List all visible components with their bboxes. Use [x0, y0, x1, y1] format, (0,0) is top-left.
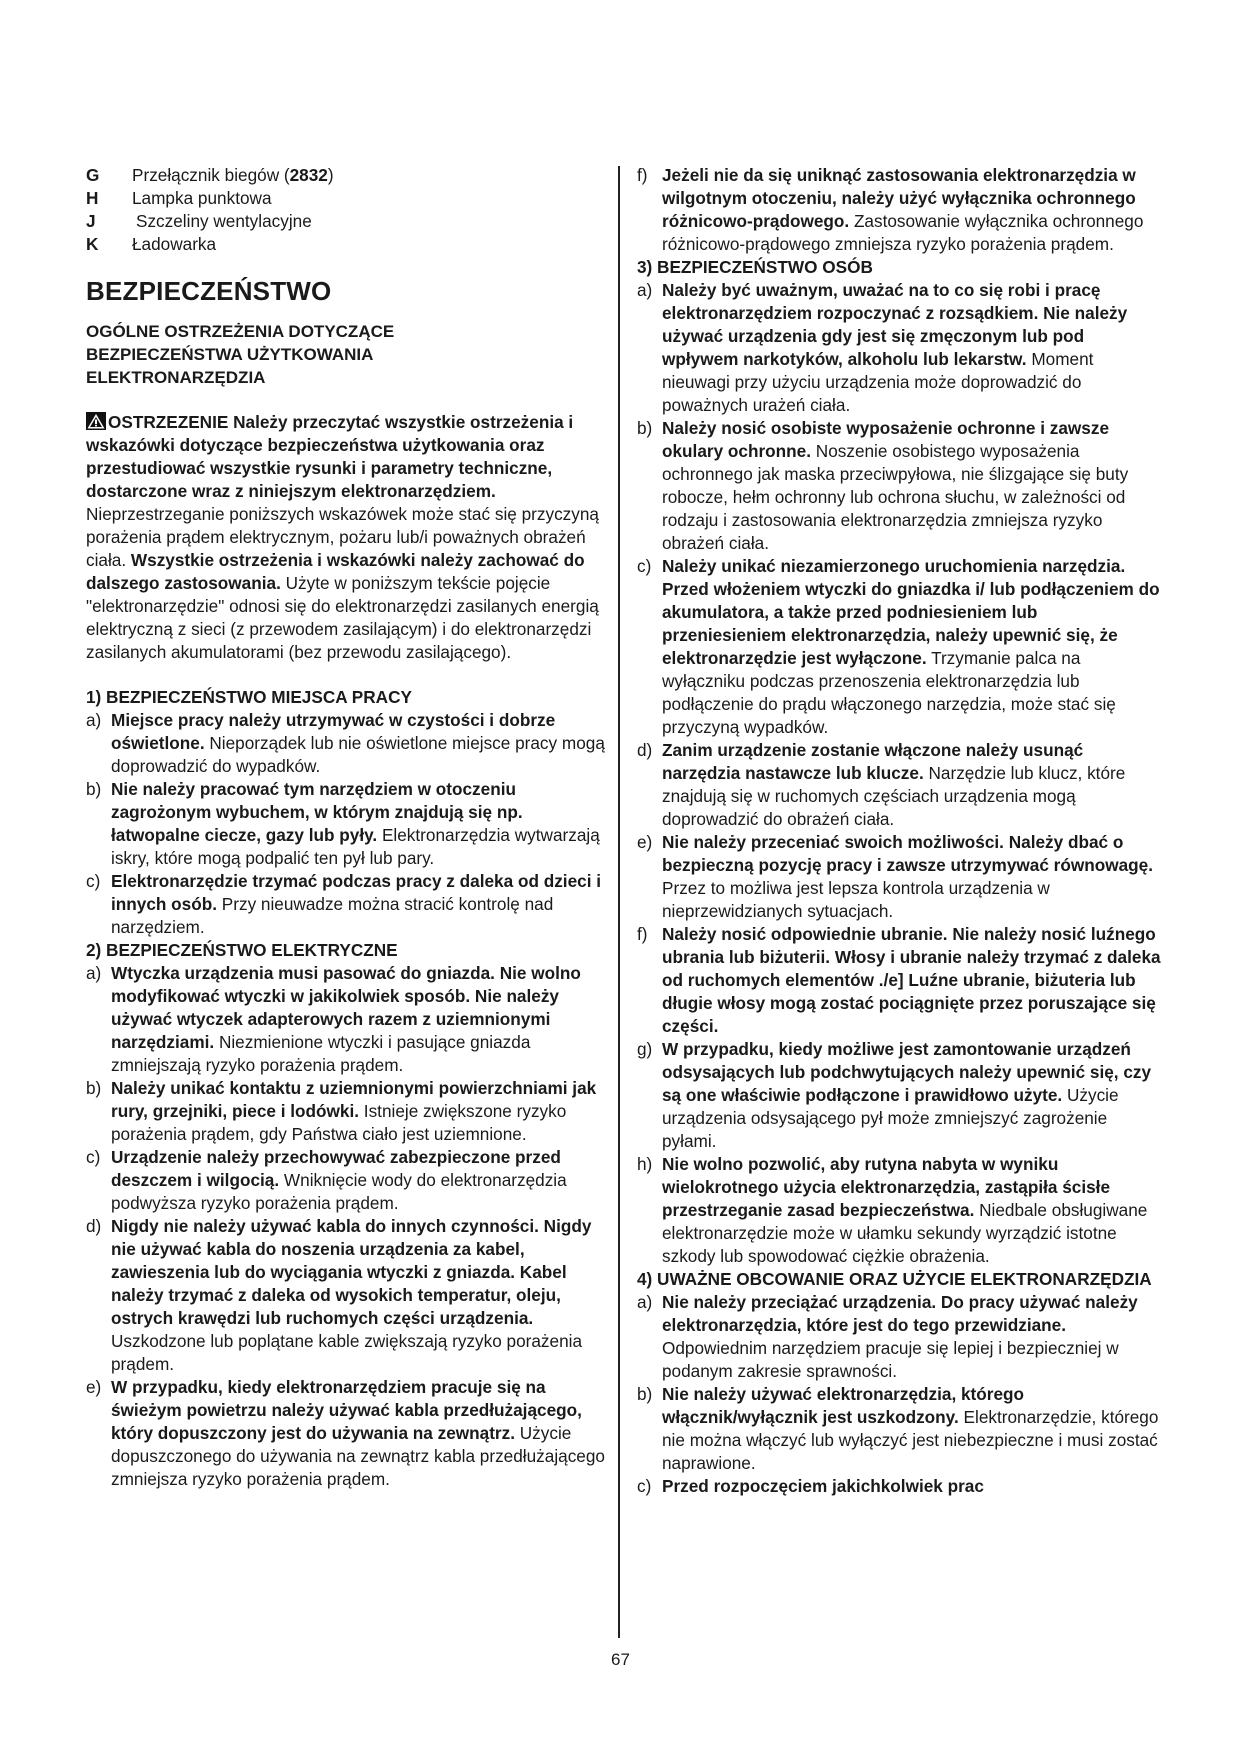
column-divider: [618, 166, 620, 1638]
component-legend: [86, 164, 606, 256]
list-item: c) Urządzenie należy przechowywać zabezpieczone przed deszczem i wilgocią. Wniknięcie wody do elektronarzędzia podwyższa ryzyko porażenia prądem.: [86, 1147, 567, 1213]
legend-row: [86, 187, 606, 210]
section-personal-safety-title: 3) BEZPIECZEŃSTWO OSÓB: [637, 257, 873, 277]
list-item: b) Nie należy używać elektronarzędzia, którego włącznik/wyłącznik jest uszkodzony. Elektronarzędzie, którego nie można włączyć lub wyłączyć jest niebezpieczne i musi zostać naprawione.: [637, 1384, 1159, 1473]
list-item: e) W przypadku, kiedy elektronarzędziem pracuje się na świeżym powietrzu należy używać kabla przedłużającego, który dopuszczony jest do używania na zewnątrz. Użycie dopuszczonego do używania na zewnątrz kabla przedłużającego zmniejsza ryzyko porażenia prądem.: [86, 1377, 605, 1489]
legend-key: J: [86, 211, 96, 231]
list-item: a) Nie należy przeciążać urządzenia. Do pracy używać należy elektronarzędzia, które jest do tego przewidziane. Odpowiednim narzędziem pracuje się lepiej i bezpieczniej w podanym zakresie sprawności.: [637, 1292, 1138, 1381]
list-item: f) Jeżeli nie da się uniknąć zastosowania elektronarzędzia w wilgotnym otoczeniu, należy użyć wyłącznika ochronnego różnicowo-prądowego. Zastosowanie wyłącznika ochronnego różnicowo-prądowego zmniejsza ryzyko porażenia prądem.: [637, 165, 1144, 254]
list-item: d) Zanim urządzenie zostanie włączone należy usunąć narzędzia nastawcze lub klucze. Narzędzie lub klucz, które znajdują się w ruchomych częściach urządzenia mogą doprowadzić do obrażeń ciała.: [637, 740, 1126, 829]
list-item: h) Nie wolno pozwolić, aby rutyna nabyta w wyniku wielokrotnego użycia elektronarzędzia, zastąpiła ścisłe przestrzeganie zasad bezpieczeństwa. Niedbale obsługiwane elektronarzędzie może w ułamku sekundy wyrządzić istotne szkody lub spowodować ciężkie obrażenia.: [637, 1154, 1148, 1266]
legend-row: [86, 233, 606, 256]
list-item: c) Przed rozpoczęciem jakichkolwiek prac: [637, 1476, 984, 1496]
section-electrical-title: 2) BEZPIECZEŃSTWO ELEKTRYCZNE: [86, 940, 398, 960]
section-work-area-title: 1) BEZPIECZEŃSTWO MIEJSCA PRACY: [86, 687, 412, 707]
legend-label: Przełącznik biegów (2832): [132, 165, 334, 185]
list-item: b) Należy nosić osobiste wyposażenie ochronne i zawsze okulary ochronne. Noszenie osobistego wyposażenia ochronnego jak maska przeciwpyłowa, nie ślizgające się buty robocze, hełm ochronny lub ochrona słuchu, w zależności od rodzaju i zastosowania elektronarzędzia zmniejsza ryzyko obrażeń ciała.: [637, 418, 1129, 553]
page-number: 67: [611, 1650, 630, 1669]
list-item: a) Wtyczka urządzenia musi pasować do gniazda. Nie wolno modyfikować wtyczki w jakikolwiek sposób. Nie należy używać wtyczek adapterowych razem z uziemnionymi narzędziami. Niezmienione wtyczki i pasujące gniazda zmniejszają ryzyko porażenia prądem.: [86, 963, 581, 1075]
general-warnings-heading: OGÓLNE OSTRZEŻENIA DOTYCZĄCE BEZPIECZEŃSTWA UŻYTKOWANIA ELEKTRONARZĘDZIA: [86, 322, 395, 387]
list-item: b) Nie należy pracować tym narzędziem w otoczeniu zagrożonym wybuchem, w którym znajdują się np. łatwopalne ciecze, gazy lub pyły. Elektronarzędzia wytwarzają iskry, które mogą podpalić ten pył lub pary.: [86, 779, 600, 868]
list-item: c) Elektronarzędzie trzymać podczas pracy z daleka od dzieci i innych osób. Przy nieuwadze można stracić kontrolę nad narzędziem.: [86, 871, 602, 937]
list-item: d) Nigdy nie należy używać kabla do innych czynności. Nigdy nie używać kabla do noszenia urządzenia za kabel, zawieszenia lub do wyciągania wtyczki z gniazda. Kabel należy trzymać z daleka od wysokich temperatur, oleju, ostrych krawędzi lub ruchomych części urządzenia. Uszkodzone lub poplątane kable zwiększają ryzyko porażenia prądem.: [86, 1216, 592, 1374]
right-column: [637, 164, 1163, 1498]
list-item: e) Nie należy przeceniać swoich możliwości. Należy dbać o bezpieczną pozycję pracy i zawsze utrzymywać równowagę. Przez to możliwa jest lepsza kontrola urządzenia w nieprzewidzianych sytuacjach.: [637, 832, 1153, 921]
legend-label: Lampka punktowa: [132, 188, 272, 208]
legend-row: [86, 164, 606, 187]
legend-label: Szczeliny wentylacyjne: [136, 211, 312, 231]
legend-label: Ładowarka: [132, 234, 217, 254]
legend-key: H: [86, 188, 99, 208]
legend-row: [86, 210, 606, 233]
warning-block: OSTRZEZENIE Należy przeczytać wszystkie ostrzeżenia i wskazówki dotyczące bezpieczeństwa użytkowania oraz przestudiować wszystkie rysunki i parametry techniczne, dostarczone wraz z niniejszym elektronarzędziem. Nieprzestrzeganie poniższych wskazówek może stać się przyczyną porażenia prądem elektrycznym, pożaru lub/i poważnych obrażeń ciała. Wszystkie ostrzeżenia i wskazówki należy zachować do dalszego zastosowania. Użyte w poniższym tekście pojęcie "elektronarzędzie" odnosi się do elektronarzędzi zasilanych energią elektryczną z sieci (z przewodem zasilającym) i do elektronarzędzi zasilanych akumulatorami (bez przewodu zasilającego).: [86, 412, 599, 662]
page-title: BEZPIECZEŃSTWO: [86, 276, 332, 306]
list-item: c) Należy unikać niezamierzonego uruchomienia narzędzia. Przed włożeniem wtyczki do gniazdka i/ lub podłączeniem do akumulatora, a także przed podniesieniem lub przeniesieniem elektronarzędzia, należy upewnić się, że elektronarzędzie jest wyłączone. Trzymanie palca na wyłączniku podczas przenoszenia elektronarzędzia lub podłączenie do prądu włączonego narzędzia, może stać się przyczyną wypadków.: [637, 556, 1160, 737]
list-item: a) Miejsce pracy należy utrzymywać w czystości i dobrze oświetlone. Nieporządek lub nie oświetlone miejsce pracy mogą doprowadzić do wypadków.: [86, 710, 605, 776]
list-item: f) Należy nosić odpowiednie ubranie. Nie należy nosić luźnego ubrania lub biżuterii. Włosy i ubranie należy trzymać z daleka od ruchomych elementów ./e] Luźne ubranie, biżuteria lub długie włosy mogą zostać pociągnięte przez poruszające się części.: [637, 924, 1161, 1036]
left-column: [86, 164, 606, 1491]
list-item: g) W przypadku, kiedy możliwe jest zamontowanie urządzeń odsysających lub podchwytujących należy upewnić się, czy są one właściwie podłączone i prawidłowo użyte. Użycie urządzenia odsysającego pył może zmniejszyć zagrożenie pyłami.: [637, 1039, 1152, 1151]
section-tool-use-title: 4) UWAŻNE OBCOWANIE ORAZ UŻYCIE ELEKTRONARZĘDZIA: [637, 1269, 1152, 1289]
warning-triangle-icon: [86, 412, 106, 430]
legend-key: K: [86, 234, 99, 254]
list-item: a) Należy być uważnym, uważać na to co się robi i pracę elektronarzędziem rozpoczynać z rozsądkiem. Nie należy używać urządzenia gdy jest się zmęczonym lub pod wpływem narkotyków, alkoholu lub lekarstw. Moment nieuwagi przy użyciu urządzenia może doprowadzić do poważnych urażeń ciała.: [637, 280, 1128, 415]
legend-key: G: [86, 165, 100, 185]
list-item: b) Należy unikać kontaktu z uziemnionymi powierzchniami jak rury, grzejniki, piece i lodówki. Istnieje zwiększone ryzyko porażenia prądem, gdy Państwa ciało jest uziemnione.: [86, 1078, 597, 1144]
